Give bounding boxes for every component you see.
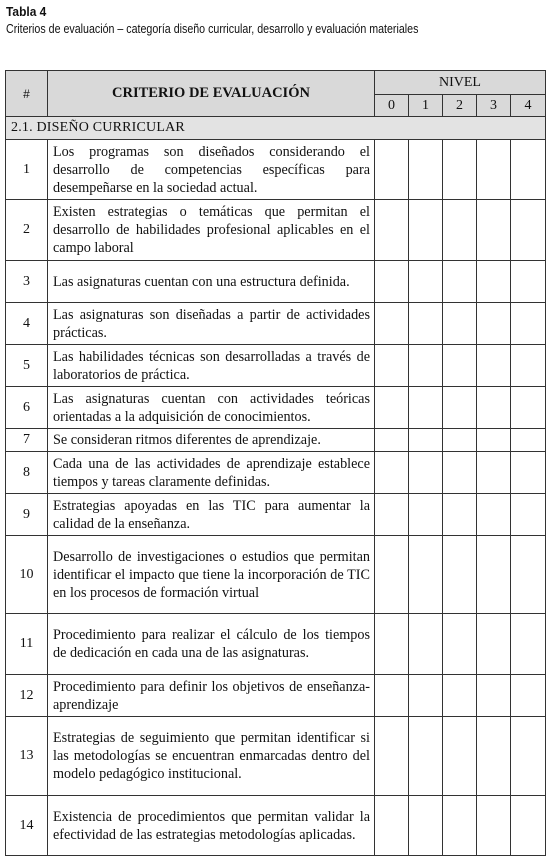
level-cell[interactable] — [443, 200, 477, 261]
level-cell[interactable] — [375, 796, 409, 856]
level-cell[interactable] — [443, 494, 477, 536]
table-row — [6, 536, 546, 614]
criterion-text: Desarrollo de investigaciones o estudios que permitan identificar el impacto que tiene la incorporación de TIC en los procesos de formación virtual — [48, 536, 375, 614]
level-cell[interactable] — [511, 429, 546, 452]
level-cell[interactable] — [375, 200, 409, 261]
level-cell[interactable] — [409, 614, 443, 675]
table-row — [6, 796, 546, 856]
level-cell[interactable] — [443, 303, 477, 345]
header-level: 0 — [375, 95, 409, 117]
level-cell[interactable] — [443, 452, 477, 494]
level-cell[interactable] — [511, 717, 546, 796]
level-cell[interactable] — [409, 675, 443, 717]
level-cell[interactable] — [375, 536, 409, 614]
level-cell[interactable] — [511, 303, 546, 345]
criterion-text: Procedimiento para realizar el cálculo de los tiempos de dedicación en cada una de las asignaturas. — [48, 614, 375, 675]
level-cell[interactable] — [443, 429, 477, 452]
level-cell[interactable] — [375, 494, 409, 536]
level-cell[interactable] — [375, 614, 409, 675]
row-number: 3 — [6, 261, 48, 303]
section-heading: 2.1. DISEÑO CURRICULAR — [6, 117, 546, 140]
level-cell[interactable] — [409, 387, 443, 429]
level-cell[interactable] — [443, 717, 477, 796]
level-cell[interactable] — [375, 140, 409, 200]
level-cell[interactable] — [409, 796, 443, 856]
table-row — [6, 200, 546, 261]
row-number: 11 — [6, 614, 48, 675]
row-number: 4 — [6, 303, 48, 345]
level-cell[interactable] — [375, 429, 409, 452]
table-row — [6, 452, 546, 494]
row-number: 12 — [6, 675, 48, 717]
level-cell[interactable] — [511, 675, 546, 717]
level-cell[interactable] — [511, 796, 546, 856]
level-cell[interactable] — [409, 200, 443, 261]
level-cell[interactable] — [511, 261, 546, 303]
criterion-text: Las asignaturas cuentan con actividades teóricas orientadas a la adquisición de conocimientos. — [48, 387, 375, 429]
criterion-text: Existen estrategias o temáticas que permitan el desarrollo de habilidades profesional aplicables en el campo laboral — [48, 200, 375, 261]
row-number: 8 — [6, 452, 48, 494]
row-number: 14 — [6, 796, 48, 856]
level-cell[interactable] — [409, 494, 443, 536]
level-cell[interactable] — [511, 140, 546, 200]
table-row — [6, 429, 546, 452]
header-criterion: CRITERIO DE EVALUACIÓN — [48, 71, 375, 117]
level-cell[interactable] — [409, 303, 443, 345]
level-cell[interactable] — [477, 614, 511, 675]
criterion-text: Existencia de procedimientos que permitan validar la efectividad de las estrategias metodologías aplicadas. — [48, 796, 375, 856]
header-level: 4 — [511, 95, 546, 117]
level-cell[interactable] — [375, 717, 409, 796]
level-cell[interactable] — [443, 261, 477, 303]
header-level: 2 — [443, 95, 477, 117]
level-cell[interactable] — [375, 387, 409, 429]
level-cell[interactable] — [477, 717, 511, 796]
table-row — [6, 261, 546, 303]
row-number: 5 — [6, 345, 48, 387]
level-cell[interactable] — [511, 614, 546, 675]
row-number: 9 — [6, 494, 48, 536]
level-cell[interactable] — [511, 452, 546, 494]
table-caption-label: Tabla 4 — [6, 4, 47, 19]
row-number: 1 — [6, 140, 48, 200]
level-cell[interactable] — [443, 140, 477, 200]
level-cell[interactable] — [375, 303, 409, 345]
level-cell[interactable] — [409, 429, 443, 452]
level-cell[interactable] — [477, 429, 511, 452]
table-row — [6, 675, 546, 717]
header-level-group: NIVEL — [375, 71, 546, 95]
level-cell[interactable] — [511, 345, 546, 387]
level-cell[interactable] — [477, 345, 511, 387]
level-cell[interactable] — [409, 452, 443, 494]
level-cell[interactable] — [477, 140, 511, 200]
level-cell[interactable] — [477, 536, 511, 614]
table-row — [6, 303, 546, 345]
level-cell[interactable] — [409, 140, 443, 200]
table-row — [6, 614, 546, 675]
table-row — [6, 494, 546, 536]
row-number: 7 — [6, 429, 48, 452]
table-caption-title: Criterios de evaluación – categoría diseño curricular, desarrollo y evaluación materiales — [6, 21, 419, 36]
criterion-text: Los programas son diseñados considerando el desarrollo de competencias específicas para desempeñarse en la sociedad actual. — [48, 140, 375, 200]
level-cell[interactable] — [477, 387, 511, 429]
criterion-text: Se consideran ritmos diferentes de aprendizaje. — [48, 429, 375, 452]
criterion-text: Procedimiento para definir los objetivos de enseñanza-aprendizaje — [48, 675, 375, 717]
criterion-text: Las habilidades técnicas son desarrolladas a través de laboratorios de práctica. — [48, 345, 375, 387]
row-number: 10 — [6, 536, 48, 614]
table-row — [6, 387, 546, 429]
level-cell[interactable] — [477, 494, 511, 536]
level-cell[interactable] — [375, 452, 409, 494]
criterion-text: Las asignaturas cuentan con una estructura definida. — [48, 261, 375, 303]
level-cell[interactable] — [443, 796, 477, 856]
level-cell[interactable] — [443, 387, 477, 429]
level-cell[interactable] — [409, 261, 443, 303]
level-cell[interactable] — [477, 303, 511, 345]
level-cell[interactable] — [443, 536, 477, 614]
level-cell[interactable] — [477, 200, 511, 261]
criterion-text: Las asignaturas son diseñadas a partir de actividades prácticas. — [48, 303, 375, 345]
header-level: 3 — [477, 95, 511, 117]
level-cell[interactable] — [443, 345, 477, 387]
level-cell[interactable] — [409, 345, 443, 387]
level-cell[interactable] — [477, 675, 511, 717]
level-cell[interactable] — [511, 387, 546, 429]
level-cell[interactable] — [477, 796, 511, 856]
criterion-text: Estrategias apoyadas en las TIC para aumentar la calidad de la enseñanza. — [48, 494, 375, 536]
table-row — [6, 345, 546, 387]
level-cell[interactable] — [375, 261, 409, 303]
level-cell[interactable] — [375, 345, 409, 387]
level-cell[interactable] — [477, 261, 511, 303]
header-level: 1 — [409, 95, 443, 117]
row-number: 2 — [6, 200, 48, 261]
level-cell[interactable] — [443, 614, 477, 675]
level-cell[interactable] — [409, 536, 443, 614]
level-cell[interactable] — [477, 452, 511, 494]
criterion-text: Cada una de las actividades de aprendizaje establece tiempos y tareas claramente definidas. — [48, 452, 375, 494]
table-row — [6, 717, 546, 796]
level-cell[interactable] — [511, 200, 546, 261]
row-number: 13 — [6, 717, 48, 796]
header-number: # — [6, 71, 48, 117]
level-cell[interactable] — [511, 536, 546, 614]
level-cell[interactable] — [375, 675, 409, 717]
level-cell[interactable] — [443, 675, 477, 717]
level-cell[interactable] — [409, 717, 443, 796]
level-cell[interactable] — [511, 494, 546, 536]
row-number: 6 — [6, 387, 48, 429]
table-row — [6, 140, 546, 200]
evaluation-criteria-table — [5, 70, 546, 856]
criterion-text: Estrategias de seguimiento que permitan identificar si las metodologías se encuentran enmarcadas dentro del modelo pedagógico institucional. — [48, 717, 375, 796]
